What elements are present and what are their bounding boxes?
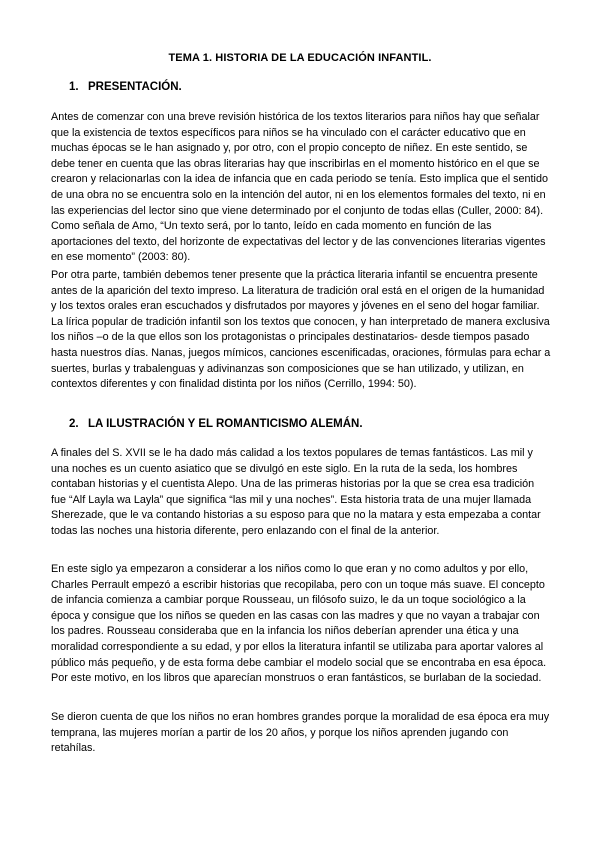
paragraph: Antes de comenzar con una breve revisión histórica de los textos literarios para niños hay que señalar que la existencia de textos específicos para niños se ha vinculado con el carácter educativo que en muchas épocas se le han asignado y, por otro, con el propio concepto de niñez. En este sentido, se debe tener en cuenta que las obras literarias hay que inscribirlas en el momento histórico en el que se crearon y relacionarlas con la idea de infancia que en cada periodo se tenía. Esto implica que el sentido de una obra no se encuentra solo en la intención del autor, ni en los elementos formales del texto, ni en las experiencias del lector sino que viene determinado por el conjunto de todas ellas (Culler, 2000: 84). Como señala de Amo, “Un texto será, por lo tanto, leído en cada momento en función de las aportaciones del texto, del horizonte de expectativas del lector y de las convenciones literarias vigentes en ese momento” (2003: 80). xyxy=(51,111,548,264)
paragraph: En este siglo ya empezaron a considerar a los niños como lo que eran y no como adultos y por ello, Charles Perrault empezó a escribir historias que recopilaba, pero con un toque más suave. El concepto de infancia comienza a cambiar porque Rousseau, un filósofo suizo, le da un toque sociológico a la época y consigue que los niños se queden en las casas con las madres y que no vayan a trabajar con los padres. Rousseau consideraba que en la infancia los niños deberían aprender una ética y una moralidad correspondiente a su edad, y por ellos la literatura infantil se utilizaba para aportar valores al público más pequeño, y de esta forma debe cambiar el modelo social que se encontraba en esa época. Por este motivo, en los libros que aparecían monstruos o eran fantásticos, se burlaban de la sociedad. xyxy=(51,563,547,685)
paragraph: Se dieron cuenta de que los niños no eran hombres grandes porque la moralidad de esa época era muy temprana, las mujeres morían a partir de los 20 años, y porque los niños aprenden jugando con retahílas. xyxy=(51,711,550,755)
section-title: PRESENTACIÓN. xyxy=(88,81,182,93)
section-number: 2. xyxy=(69,418,79,430)
section-heading-presentacion xyxy=(69,81,182,93)
section-number: 1. xyxy=(69,81,79,93)
section-title: LA ILUSTRACIÓN Y EL ROMANTICISMO ALEMÁN. xyxy=(88,418,363,430)
document-title: TEMA 1. HISTORIA DE LA EDUCACIÓN INFANTIL. xyxy=(168,52,432,64)
section-heading-ilustracion xyxy=(69,418,363,430)
paragraph: A finales del S. XVII se le ha dado más calidad a los textos populares de temas fantásticos. Las mil y una noches es un cuento asiatico que se divulgó en este siglo. En la ruta de la seda, los hombres contaban historias y el cuentista Alepo. Una de las primeras historias por la que se crea esa tradición fue “Alf Layla wa Layla” que significa “las mil y una noches”. Esta historia trata de una mujer llamada Sherezade, que le va contando historias a su esposo para que no la matara y esta empezaba a contar todas las noches una historia diferente, pero enlazando con el final de la anterior. xyxy=(51,447,541,537)
paragraph: Por otra parte, también debemos tener presente que la práctica literaria infantil se encuentra presente antes de la aparición del texto impreso. La literatura de tradición oral está en el origen de la humanidad y los textos orales eran escuchados y disfrutados por mayores y jóvenes en el seno del hogar familiar. La lírica popular de tradición infantil son los textos que conocen, y han interpretado de manera exclusiva los niños –o de la que ellos son los protagonistas o principales destinatarios- desde tiempos pasado hasta nuestros días. Nanas, juegos mímicos, canciones escenificadas, oraciones, fórmulas para echar a suertes, burlas y trabalenguas y adivinanzas son composiciones que se han utilizado, y utilizan, en contextos diferentes y con finalidad distinta por los niños (Cerrillo, 1994: 50). xyxy=(51,269,551,391)
